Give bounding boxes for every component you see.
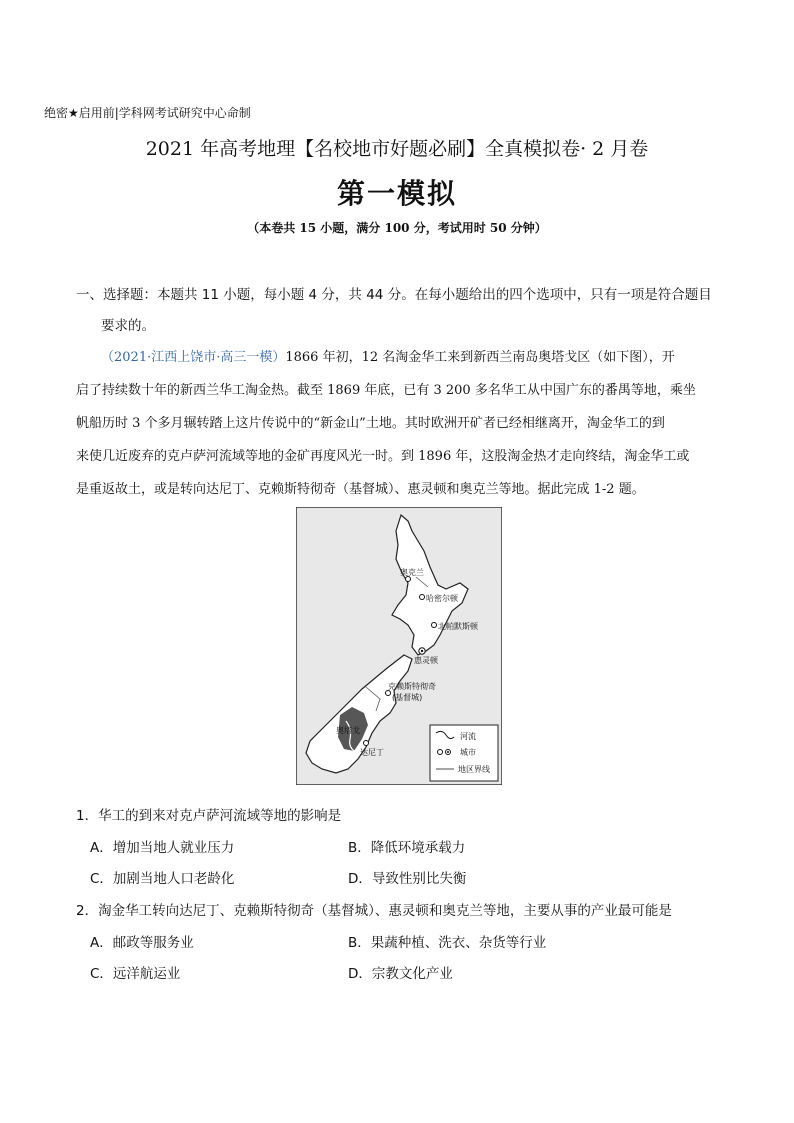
label-christchurch-alt: (基督城) <box>392 693 423 702</box>
passage-line-3: 帆船历时 3 个多月辗转踏上这片传说中的“新金山”土地。其时欧洲开矿者已经相继离开，淘金华工的到 <box>76 416 665 431</box>
auckland-marker <box>406 577 411 582</box>
question-1-option-b: B．降低环境承载力 <box>348 840 466 856</box>
section-heading: 一、选择题：本题共 11 小题，每小题 4 分，共 44 分。在每小题给出的四个选项中，只有一项是符合题目 <box>76 287 712 303</box>
label-hamilton: 哈密尔顿 <box>426 594 458 603</box>
palmerston-marker <box>432 623 437 628</box>
legend-boundary: 地区界线 <box>458 765 490 774</box>
new-zealand-map <box>296 507 502 785</box>
legend-city: 城市 <box>460 748 476 757</box>
exam-subtitle: 第一模拟 <box>336 177 457 210</box>
exam-info: （本卷共 15 小题，满分 100 分，考试用时 50 分钟） <box>247 221 547 235</box>
question-1-option-c: C．加剧当地人口老龄化 <box>90 871 235 887</box>
question-1-option-d: D．导致性别比失衡 <box>348 871 467 887</box>
passage-line-4: 来使几近废弃的克卢萨河流域等地的金矿再度风光一时。到 1896 年，这股淘金热才走向终结，淘金华工或 <box>76 449 690 464</box>
dunedin-marker <box>364 741 369 746</box>
hamilton-marker <box>420 595 425 600</box>
question-2-option-b: B．果蔬种植、洗衣、杂货等行业 <box>348 935 547 951</box>
section-heading-cont: 要求的。 <box>101 318 155 334</box>
question-source: （2021·江西上饶市·高三一模） <box>101 350 286 365</box>
question-2-stem: 2．淘金华工转向达尼丁、克赖斯特彻奇（基督城）、惠灵顿和奥克兰等地，主要从事的产业最可能是 <box>76 903 672 919</box>
question-2-option-d: D．宗教文化产业 <box>348 966 453 982</box>
passage-line-5: 是重返故土，或是转向达尼丁、克赖斯特彻奇（基督城）、惠灵顿和奥克兰等地。据此完成 1-2 题。 <box>76 482 645 497</box>
label-auckland: 奥克兰 <box>400 568 424 577</box>
label-palmerston: 北帕默斯顿 <box>438 622 478 631</box>
question-1-option-a: A．增加当地人就业压力 <box>90 840 235 856</box>
label-christchurch: 克赖斯特彻奇 <box>388 682 436 691</box>
confidential-note: 绝密★启用前|学科网考试研究中心命制 <box>44 106 251 120</box>
passage-line-1: （2021·江西上饶市·高三一模）1866 年初，12 名淘金华工来到新西兰南岛奥塔戈区（如下图），开 <box>101 350 675 365</box>
label-wellington: 惠灵顿 <box>414 656 438 665</box>
label-otago: 奥塔戈 <box>336 726 360 735</box>
question-1-stem: 1．华工的到来对克卢萨河流域等地的影响是 <box>76 808 342 824</box>
label-dunedin: 达尼丁 <box>360 748 384 757</box>
legend-city-icon <box>438 750 443 755</box>
exam-title: 2021 年高考地理【名校地市好题必刷】全真模拟卷· 2 月卷 <box>145 138 649 160</box>
legend-river: 河流 <box>460 732 476 741</box>
christchurch-marker <box>386 691 391 696</box>
question-2-option-a: A．邮政等服务业 <box>90 935 194 951</box>
passage-line-2: 启了持续数十年的新西兰华工淘金热。截至 1869 年底，已有 3 200 多名华工从中国广东的番禺等地，乘坐 <box>76 383 696 398</box>
question-2-option-c: C．远洋航运业 <box>90 966 181 982</box>
